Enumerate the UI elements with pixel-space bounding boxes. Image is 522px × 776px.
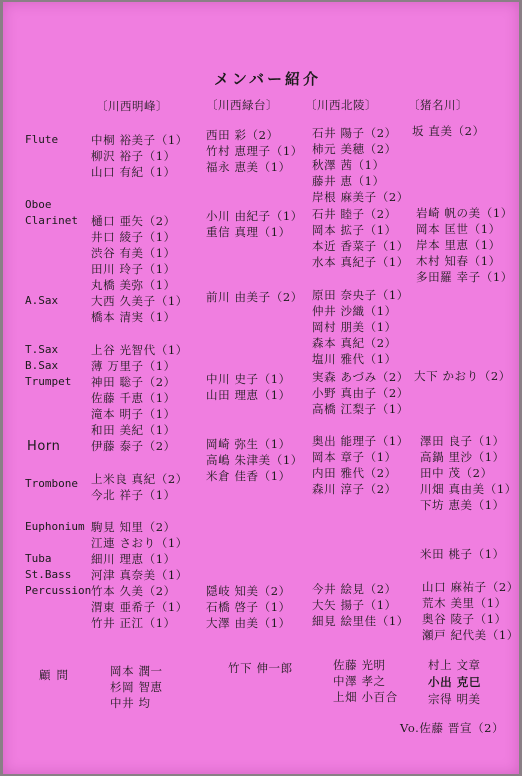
member-hokuryo: 実森 あづみ（2）	[312, 370, 409, 384]
member-meiho: 伊藤 泰子（2）	[91, 439, 176, 453]
member-meiho: 和田 美紀（1）	[91, 423, 176, 437]
advisor-name: 杉岡 智恵	[110, 680, 163, 694]
member-inagawa: 高鍋 里沙（1）	[420, 450, 505, 464]
member-meiho: 渭東 亜希子（1）	[91, 600, 188, 614]
member-hokuryo: 細見 絵里佳（1）	[312, 614, 409, 628]
member-midoridai: 大澤 由美（1）	[206, 616, 291, 630]
instrument-trumpet: Trumpet	[25, 375, 72, 388]
member-hokuryo: 岡本 章子（1）	[312, 450, 397, 464]
member-meiho: 河津 真奈美（1）	[91, 568, 188, 582]
member-meiho: 今北 祥子（1）	[91, 488, 176, 502]
member-hokuryo: 大矢 揚子（1）	[312, 598, 397, 612]
member-meiho: 大西 久美子（1）	[91, 294, 188, 308]
page-title: メンバー紹介	[214, 70, 321, 88]
member-hokuryo: 塩川 雅代（1）	[312, 352, 397, 366]
instrument-flute: Flute	[25, 133, 59, 146]
member-hokuryo: 岡本 拡子（1）	[312, 223, 397, 237]
member-inagawa: 木村 知春（1）	[416, 254, 501, 268]
member-meiho: 上谷 光智代（1）	[91, 343, 188, 357]
program-sheet	[3, 2, 519, 774]
member-hokuryo: 石井 陽子（2）	[312, 126, 397, 140]
member-meiho: 柳沢 裕子（1）	[91, 149, 176, 163]
member-hokuryo: 岸根 麻美子（2）	[312, 190, 409, 204]
member-meiho: 神田 聡子（2）	[91, 375, 176, 389]
member-hokuryo: 本近 香菜子（1）	[312, 239, 409, 253]
member-hokuryo: 岡村 朋美（1）	[312, 320, 397, 334]
school-header-inagawa: 〔猪名川〕	[408, 98, 468, 112]
member-hokuryo: 高橋 江梨子（1）	[312, 402, 409, 416]
advisor-name: 宗得 明美	[428, 692, 481, 706]
member-inagawa: 澤田 良子（1）	[420, 434, 505, 448]
advisors-label: 顧問	[39, 668, 74, 682]
member-inagawa: 田中 茂（2）	[420, 466, 493, 480]
instrument-tsax: T.Sax	[25, 343, 59, 356]
member-meiho: 中桐 裕美子（1）	[91, 133, 188, 147]
member-meiho: 江連 さおり（1）	[91, 536, 188, 550]
instrument-horn: Horn	[27, 439, 61, 454]
member-hokuryo: 内田 雅代（2）	[312, 466, 397, 480]
member-inagawa: 奥谷 陵子（1）	[422, 612, 507, 626]
member-midoridai: 小川 由紀子（1）	[206, 209, 303, 223]
member-meiho: 滝本 明子（1）	[91, 407, 176, 421]
member-inagawa: 荒木 美里（1）	[422, 596, 507, 610]
member-hokuryo: 藤井 恵（1）	[312, 174, 385, 188]
instrument-stbass: St.Bass	[25, 568, 72, 581]
instrument-asax: A.Sax	[25, 294, 59, 307]
member-meiho: 細川 理恵（1）	[91, 552, 176, 566]
advisor-name: 佐藤 光明	[333, 658, 386, 672]
member-midoridai: 高嶋 朱津美（1）	[206, 453, 303, 467]
member-inagawa: 大下 かおり（2）	[414, 369, 511, 383]
member-meiho: 竹本 久美（2）	[91, 584, 176, 598]
advisor-name: 村上 文章	[428, 658, 481, 672]
member-hokuryo: 仲井 沙織（1）	[312, 304, 397, 318]
member-hokuryo: 柿元 美穂（2）	[312, 142, 397, 156]
member-inagawa: 山口 麻祐子（2）	[422, 580, 519, 594]
member-hokuryo: 森本 真紀（2）	[312, 336, 397, 350]
member-midoridai: 福永 恵美（1）	[206, 160, 291, 174]
member-midoridai: 岡崎 弥生（1）	[206, 437, 291, 451]
member-meiho: 丸橋 美弥（1）	[91, 278, 176, 292]
member-inagawa: 瀬戸 紀代美（1）	[422, 628, 519, 642]
member-hokuryo: 石井 睦子（2）	[312, 207, 397, 221]
member-midoridai: 西田 彩（2）	[206, 128, 279, 142]
member-hokuryo: 森川 淳子（2）	[312, 482, 397, 496]
member-inagawa: 坂 直美（2）	[412, 124, 485, 138]
advisor-name: 竹下 伸一郎	[228, 661, 293, 675]
instrument-oboe: Oboe	[25, 198, 52, 211]
member-hokuryo: 秋澤 茜（1）	[312, 158, 385, 172]
school-header-kawanishi-hokuryo: 〔川西北陵〕	[305, 98, 377, 112]
member-midoridai: 隠岐 知美（2）	[206, 584, 291, 598]
member-meiho: 佐藤 千恵（1）	[91, 391, 176, 405]
instrument-euphonium: Euphonium	[25, 520, 85, 533]
advisor-name: 上畑 小百合	[333, 690, 398, 704]
member-meiho: 上米良 真紀（2）	[91, 472, 188, 486]
advisor-name: 中井 均	[110, 696, 151, 710]
school-header-kawanishi-midoridai: 〔川西緑台〕	[206, 98, 278, 112]
member-hokuryo: 原田 奈央子（1）	[312, 288, 409, 302]
member-meiho: 橋本 清実（1）	[91, 310, 176, 324]
member-midoridai: 米倉 佳香（1）	[206, 469, 291, 483]
member-meiho: 樋口 亜矢（2）	[91, 214, 176, 228]
member-inagawa: 米田 桃子（1）	[420, 547, 505, 561]
member-hokuryo: 奥出 能理子（1）	[312, 434, 409, 448]
instrument-bsax: B.Sax	[25, 359, 59, 372]
member-meiho: 田川 玲子（1）	[91, 262, 176, 276]
member-inagawa: 下坊 恵美（1）	[420, 498, 505, 512]
instrument-clarinet: Clarinet	[25, 214, 78, 227]
member-inagawa: 岡本 匡世（1）	[416, 222, 501, 236]
member-meiho: 竹井 正江（1）	[91, 616, 176, 630]
member-meiho: 渋谷 有美（1）	[91, 246, 176, 260]
school-header-kawanishi-meiho: 〔川西明峰〕	[96, 99, 168, 113]
member-inagawa: 岸本 里恵（1）	[416, 238, 501, 252]
advisor-name: 小出 克巳	[428, 675, 482, 689]
advisor-name: 中澤 孝之	[333, 674, 386, 688]
member-midoridai: 山田 理恵（1）	[206, 388, 291, 402]
member-midoridai: 石橋 啓子（1）	[206, 600, 291, 614]
member-midoridai: 竹村 恵理子（1）	[206, 144, 303, 158]
instrument-percussion: Percussion	[25, 584, 92, 597]
member-meiho: 駒見 知里（2）	[91, 520, 176, 534]
member-midoridai: 重信 真理（1）	[206, 225, 291, 239]
vocal-credit: Vo.佐藤 晋宣（2）	[400, 721, 505, 735]
member-hokuryo: 水本 真紀子（1）	[312, 255, 409, 269]
member-inagawa: 川畑 真由美（1）	[420, 482, 517, 496]
member-midoridai: 前川 由美子（2）	[206, 290, 303, 304]
member-meiho: 井口 綾子（1）	[91, 230, 176, 244]
member-inagawa: 多田羅 幸子（1）	[416, 270, 513, 284]
instrument-tuba: Tuba	[25, 552, 52, 565]
advisor-name: 岡本 潤一	[110, 664, 163, 678]
instrument-trombone: Trombone	[25, 477, 78, 490]
member-inagawa: 岩崎 帆の美（1）	[416, 206, 513, 220]
member-hokuryo: 小野 真由子（2）	[312, 386, 409, 400]
member-meiho: 薄 万里子（1）	[91, 359, 176, 373]
member-hokuryo: 今井 絵見（2）	[312, 582, 397, 596]
member-meiho: 山口 有紀（1）	[91, 165, 176, 179]
member-midoridai: 中川 史子（1）	[206, 372, 291, 386]
